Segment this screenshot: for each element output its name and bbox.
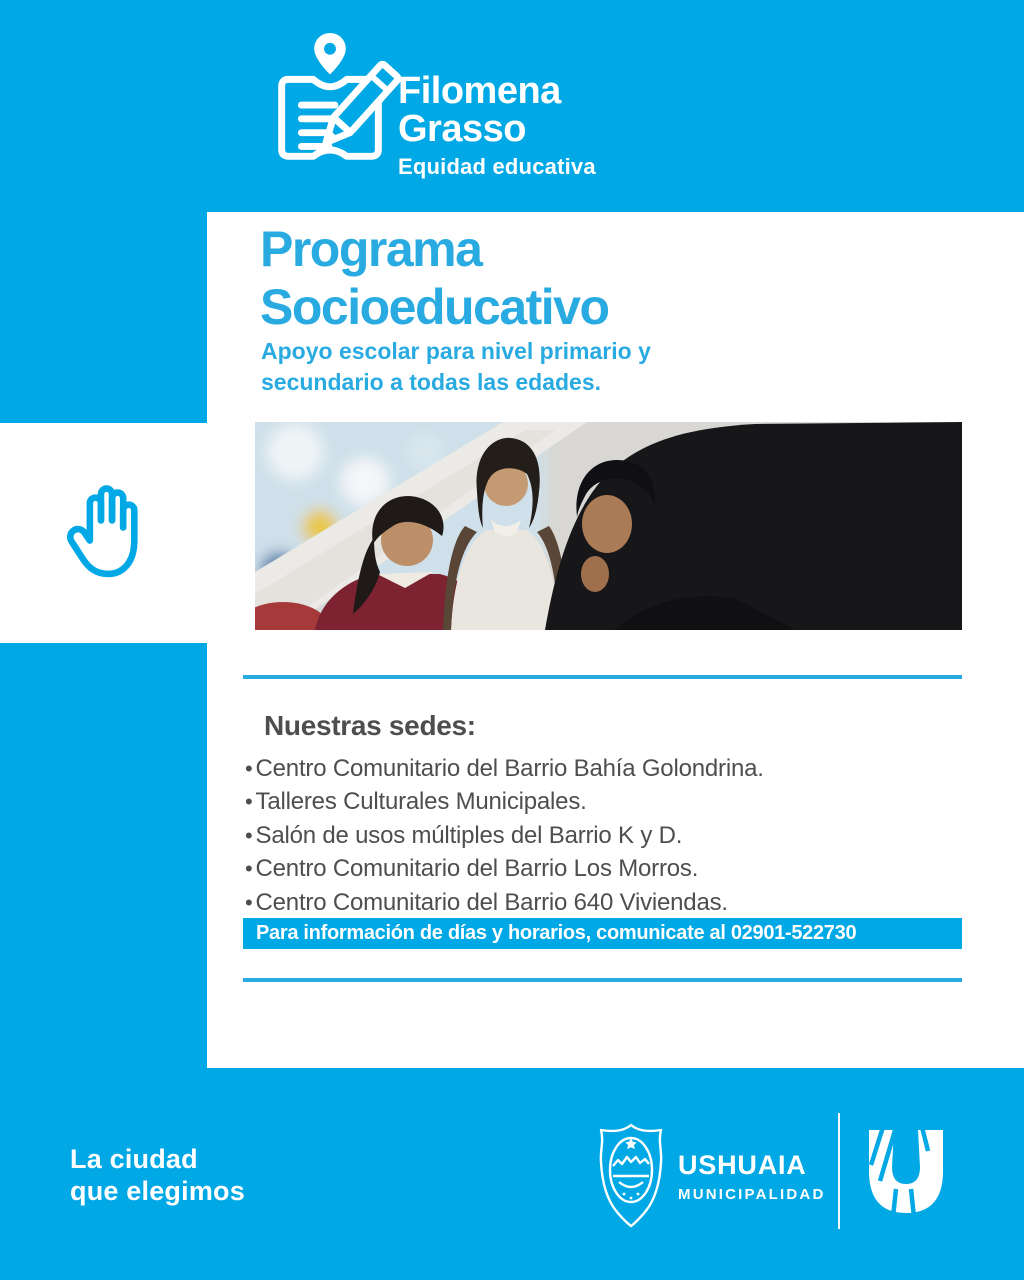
entity-name: MUNICIPALIDAD <box>678 1186 826 1203</box>
program-title-line1: Programa <box>260 221 482 277</box>
municipality-wordmark <box>678 1150 825 1203</box>
contact-banner: Para información de días y horarios, comunicate al 02901-522730 <box>243 918 962 949</box>
program-subtitle-line2: secundario a todas las edades. <box>261 369 602 395</box>
raised-hand-icon <box>65 485 143 581</box>
sede-item <box>245 852 764 885</box>
program-subtitle-line1: Apoyo escolar para nivel primario y <box>261 338 651 364</box>
hand-box <box>0 423 207 643</box>
sede-text: Salón de usos múltiples del Barrio K y D. <box>255 821 683 849</box>
sede-item <box>245 785 764 818</box>
sedes-list <box>245 752 764 919</box>
sede-text: Centro Comunitario del Barrio 640 Viviendas. <box>255 888 728 916</box>
sede-item <box>245 886 764 919</box>
sede-text: Centro Comunitario del Barrio Bahía Golondrina. <box>255 755 764 782</box>
program-card <box>207 212 1024 1068</box>
brand-text <box>398 72 596 180</box>
teacher-with-students-photo <box>255 422 962 630</box>
brand-name-line2: Grasso <box>398 108 526 150</box>
brand-tagline: Equidad educativa <box>398 154 596 179</box>
city-slogan <box>70 1143 245 1207</box>
divider-bottom <box>243 978 962 982</box>
brand-name-line1: Filomena <box>398 70 561 112</box>
sede-text: Centro Comunitario del Barrio Los Morros. <box>255 855 699 883</box>
city-name: USHUAIA <box>678 1150 807 1180</box>
bullet: • <box>245 756 253 781</box>
bullet: • <box>245 856 253 882</box>
bullet: • <box>245 889 253 915</box>
divider-top <box>243 675 962 679</box>
sede-item <box>245 819 764 852</box>
program-title <box>260 220 609 336</box>
footer-divider <box>838 1113 840 1229</box>
bullet: • <box>245 789 253 815</box>
sede-item <box>245 752 764 785</box>
city-slogan-line1: La ciudad <box>70 1144 198 1174</box>
program-subtitle <box>261 336 651 398</box>
ushuaia-u-logo-icon <box>866 1129 946 1215</box>
ushuaia-coat-of-arms-icon <box>593 1122 669 1230</box>
program-title-line2: Socioeducativo <box>260 279 609 335</box>
bullet: • <box>245 822 253 848</box>
sedes-heading: Nuestras sedes: <box>264 710 476 741</box>
sede-text: Talleres Culturales Municipales. <box>255 788 587 816</box>
city-slogan-line2: que elegimos <box>70 1176 245 1206</box>
book-pencil-location-pin-icon <box>256 28 404 188</box>
